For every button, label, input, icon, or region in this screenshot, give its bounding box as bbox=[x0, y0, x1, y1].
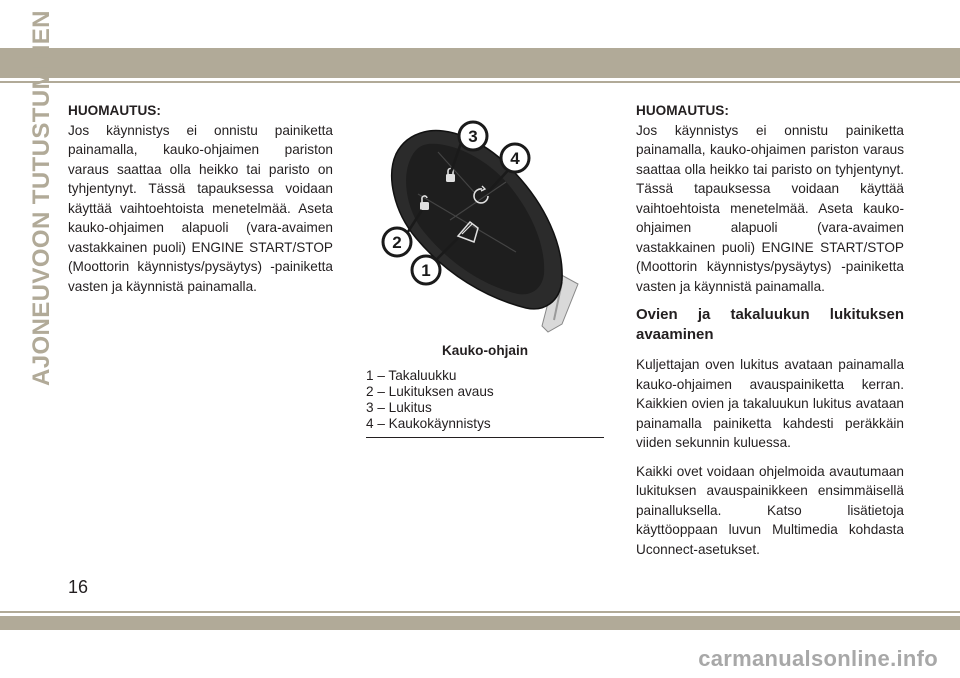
right-note-text: Jos käynnistys ei onnistu painiketta painamalla, kauko-ohjaimen pariston varaus saattaa olla heikko tai paristo on tyhjentynyt. Tässä tapauksessa voidaan käyttää vaihtoehtoista menetelmää. Aseta kauko-ohjaimen alapuoli (vara-avaimen vastakkainen puoli) ENGINE START/STOP (Moottorin käynnistys/pysäytys) -painiketta vasten ja käynnistä painamalla. bbox=[636, 122, 904, 294]
callout-2-label: 2 bbox=[392, 233, 402, 252]
callout-3-label: 3 bbox=[468, 127, 478, 146]
top-rule bbox=[0, 81, 960, 83]
right-column bbox=[636, 101, 904, 568]
callout-3 bbox=[459, 122, 487, 150]
paragraph-1: Kuljettajan oven lukitus avataan painamalla kauko-ohjaimen avauspainiketta kerran. Kaikkien ovien ja takaluukun lukitus avataan painamalla painiketta kahdesti peräkkäin viiden sekunnin kuluessa. bbox=[636, 357, 904, 450]
section-heading: Ovien ja takaluukun lukituksen avaaminen bbox=[636, 306, 904, 343]
left-column bbox=[68, 101, 333, 296]
legend-item-2: 2 – Lukituksen avaus bbox=[366, 384, 494, 399]
side-section-title: AJONEUVOON TUTUSTUMINEN bbox=[28, 10, 55, 386]
watermark: carmanualsonline.info bbox=[698, 646, 938, 671]
left-note-heading: HUOMAUTUS: bbox=[68, 103, 161, 118]
right-note-heading: HUOMAUTUS: bbox=[636, 103, 729, 118]
paragraph-2: Kaikki ovet voidaan ohjelmoida avautumaan lukituksen avauspainikkeen ensimmäisellä painalluksella. Katso lisätietoja käyttöoppaan luvun Multimedia kohdasta Uconnect-asetukset. bbox=[636, 463, 904, 557]
bottom-rule bbox=[0, 611, 960, 613]
figure-legend bbox=[366, 368, 604, 432]
left-note-text: Jos käynnistys ei onnistu painiketta painamalla, kauko-ohjaimen pariston varaus saattaa olla heikko tai paristo on tyhjentynyt. Tässä tapauksessa voidaan käyttää vaihtoehtoista menetelmää. Aseta kauko-ohjaimen alapuoli (vara-avaimen vastakkainen puoli) ENGINE START/STOP (Moottorin käynnistys/pysäytys) -painiketta vasten ja käynnistä painamalla. bbox=[68, 122, 333, 294]
callout-1-label: 1 bbox=[421, 261, 431, 280]
callout-4 bbox=[501, 144, 529, 172]
legend-rule bbox=[366, 437, 604, 438]
key-fob-illustration bbox=[366, 112, 604, 342]
legend-item-3: 3 – Lukitus bbox=[366, 400, 432, 415]
bottom-band bbox=[0, 616, 960, 630]
top-band bbox=[0, 48, 960, 78]
page-number: 16 bbox=[68, 577, 89, 597]
callout-2 bbox=[383, 228, 411, 256]
callout-4-label: 4 bbox=[510, 149, 520, 168]
legend-item-1: 1 – Takaluukku bbox=[366, 368, 457, 383]
callout-1 bbox=[412, 256, 440, 284]
figure-caption: Kauko-ohjain bbox=[441, 343, 529, 358]
legend-item-4: 4 – Kaukokäynnistys bbox=[366, 416, 491, 431]
